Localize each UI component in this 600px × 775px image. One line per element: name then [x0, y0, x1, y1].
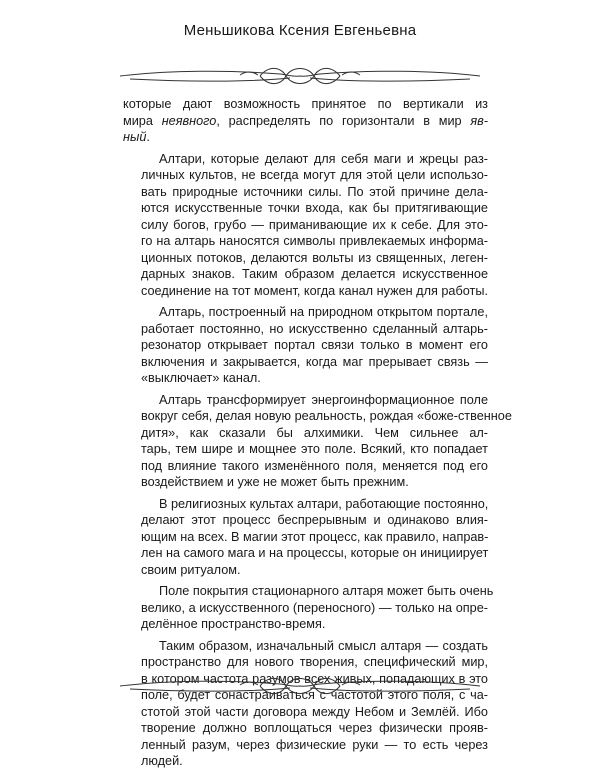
paragraph-5: [123, 496, 488, 579]
running-header: Меньшикова Ксения Евгеньевна: [183, 22, 417, 39]
line: Алтарь, построенный на природном открытом портале,: [159, 305, 488, 319]
line: дитя», как сказали бы алхимики. Чем сильнее ал-: [141, 425, 488, 440]
line: лен на самого мага и на процессы, которые он инициирует: [141, 546, 489, 560]
line: резонатор открывает портал связи только в момент его: [141, 338, 488, 352]
line: пространство для нового творения, специфический мир,: [141, 655, 488, 669]
line: ционных потоков, делаются вольты из священных, леген-: [141, 250, 488, 265]
line: вать природные источники силы. По этой причине дела-: [141, 184, 488, 199]
line: го на алтарь наносятся символы привлекаемых информа-: [141, 234, 488, 248]
line: «выключает» канал.: [141, 371, 261, 385]
line: В религиозных культах алтари, работающие постоянно,: [159, 496, 489, 511]
line: делают этот процесс беспрерывным и одинаково влия-: [141, 513, 488, 527]
line: своим ритуалом.: [141, 562, 241, 577]
line: включения и закрывается, когда маг прерывает связь —: [141, 354, 488, 369]
line: тарь, тем шире и мощнее это поле. Всякий, кто попадает: [141, 442, 488, 456]
paragraph-6: [123, 583, 494, 633]
line: мира неявного, распределять по горизонтали в мир яв-: [123, 113, 488, 128]
line: ный.: [123, 130, 150, 144]
line: людей.: [141, 754, 183, 768]
line: велико, а искусственного (переносного) — только на опре-: [141, 600, 488, 615]
paragraph-4: [123, 392, 512, 491]
bottom-flourish-divider-icon: [110, 666, 490, 706]
line: ются искусственные точки входа, как бы притягивающие: [141, 201, 488, 215]
line: вокруг себя, делая новую реальность, рождая «боже-ственное: [141, 409, 512, 423]
italic-word: неявного: [161, 113, 217, 128]
italic-word: ный: [123, 130, 147, 144]
line: дарных знаков. Таким образом делается искусственное: [141, 267, 488, 281]
line: Алтари, которые делают для себя маги и жрецы раз-: [159, 151, 488, 166]
line: ющим на всех. В магии этот процесс, как правило, направ-: [141, 529, 489, 544]
line: Поле покрытия стационарного алтаря может быть очень: [159, 584, 494, 598]
paragraph-2: [123, 151, 488, 300]
line: ленный разум, через физические руки — то есть через: [141, 737, 488, 752]
line: поле, будет сонастраиваться с частотой этого поля, с ча-: [141, 688, 488, 702]
line: творение должно воплощаться через физически прояв-: [141, 721, 488, 735]
line: личных культов, не всегда могут для этой цели использо-: [141, 168, 488, 182]
line: которые дают возможность принятое по вертикали из: [123, 97, 488, 111]
top-flourish-divider-icon: [110, 56, 490, 96]
line: воздействием и уже не может быть прежним.: [141, 475, 409, 489]
line: стотой этой части договора между Небом и Землёй. Ибо: [141, 704, 488, 719]
line: Таким образом, изначальный смысл алтаря — создать: [159, 638, 488, 653]
line: делённое пространство-время.: [141, 617, 326, 631]
line: Алтарь трансформирует энергоинформационное поле: [159, 392, 488, 407]
line: под влияние такого изменённого поля, меняется под его: [141, 458, 488, 473]
line: в котором частота разумов всех живых, попадающих в это: [141, 671, 488, 686]
line: работает постоянно, но искусственно сделанный алтарь-: [141, 321, 488, 336]
italic-word: яв-: [470, 113, 488, 128]
line: силу богов, грубо — приманивающие их к себе. Для это-: [141, 217, 488, 232]
paragraph-1: [123, 96, 488, 146]
paragraph-3: [123, 304, 488, 387]
line: соединение на тот момент, когда канал нужен для работы.: [141, 283, 488, 298]
